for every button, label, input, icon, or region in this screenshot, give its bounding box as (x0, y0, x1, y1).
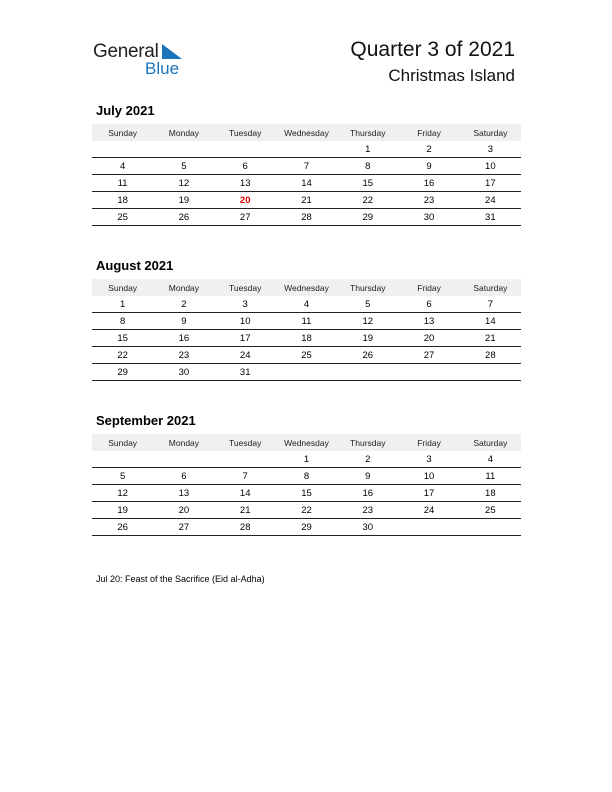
day-cell: 3 (215, 296, 276, 313)
day-cell: 6 (153, 468, 214, 485)
day-cell: 23 (337, 502, 398, 519)
day-cell: 14 (276, 175, 337, 192)
empty-day-cell (398, 364, 459, 381)
day-cell: 29 (92, 364, 153, 381)
day-cell: 19 (153, 192, 214, 209)
weekday-header: Friday (398, 124, 459, 141)
day-cell: 6 (215, 158, 276, 175)
day-cell: 10 (398, 468, 459, 485)
day-cell: 18 (276, 330, 337, 347)
day-cell: 20 (153, 502, 214, 519)
day-cell: 23 (153, 347, 214, 364)
weekday-header: Saturday (460, 124, 521, 141)
day-cell: 30 (398, 209, 459, 226)
day-cell: 19 (337, 330, 398, 347)
day-cell: 29 (337, 209, 398, 226)
page-subtitle: Christmas Island (388, 66, 515, 85)
day-cell: 2 (398, 141, 459, 158)
day-cell: 14 (460, 313, 521, 330)
day-cell: 24 (398, 502, 459, 519)
day-cell: 4 (460, 451, 521, 468)
day-cell: 5 (337, 296, 398, 313)
logo (93, 40, 193, 80)
weekday-header: Sunday (92, 124, 153, 141)
day-cell: 27 (398, 347, 459, 364)
day-cell: 16 (337, 485, 398, 502)
empty-day-cell (276, 141, 337, 158)
day-cell: 20 (215, 192, 276, 209)
month-block-july (92, 102, 521, 226)
day-cell: 29 (276, 519, 337, 536)
day-cell: 18 (460, 485, 521, 502)
week-row (92, 451, 521, 468)
calendar-table (92, 124, 521, 226)
day-cell: 22 (276, 502, 337, 519)
day-cell: 17 (398, 485, 459, 502)
day-cell: 13 (215, 175, 276, 192)
day-cell: 7 (276, 158, 337, 175)
day-cell: 26 (92, 519, 153, 536)
day-cell: 31 (460, 209, 521, 226)
week-row (92, 347, 521, 364)
week-row (92, 330, 521, 347)
empty-day-cell (337, 364, 398, 381)
day-cell: 21 (460, 330, 521, 347)
week-row (92, 175, 521, 192)
weekday-header: Friday (398, 279, 459, 296)
day-cell: 18 (92, 192, 153, 209)
day-cell: 15 (92, 330, 153, 347)
day-cell: 6 (398, 296, 459, 313)
weekday-header-row (92, 279, 521, 296)
empty-day-cell (153, 451, 214, 468)
day-cell: 21 (276, 192, 337, 209)
page-title: Quarter 3 of 2021 (350, 38, 515, 61)
day-cell: 11 (92, 175, 153, 192)
day-cell: 30 (153, 364, 214, 381)
day-cell: 7 (460, 296, 521, 313)
day-cell: 21 (215, 502, 276, 519)
week-row (92, 468, 521, 485)
day-cell: 12 (153, 175, 214, 192)
weekday-header: Sunday (92, 279, 153, 296)
empty-day-cell (276, 364, 337, 381)
day-cell: 22 (337, 192, 398, 209)
day-cell: 27 (153, 519, 214, 536)
day-cell: 14 (215, 485, 276, 502)
day-cell: 24 (460, 192, 521, 209)
day-cell: 26 (337, 347, 398, 364)
day-cell: 11 (460, 468, 521, 485)
day-cell: 5 (92, 468, 153, 485)
day-cell: 1 (337, 141, 398, 158)
calendar-table (92, 434, 521, 536)
day-cell: 1 (276, 451, 337, 468)
weekday-header: Wednesday (276, 279, 337, 296)
day-cell: 2 (153, 296, 214, 313)
month-title: August 2021 (96, 258, 174, 273)
week-row (92, 141, 521, 158)
day-cell: 12 (337, 313, 398, 330)
holiday-note: Jul 20: Feast of the Sacrifice (Eid al-Adha) (96, 574, 265, 584)
day-cell: 16 (398, 175, 459, 192)
day-cell: 4 (276, 296, 337, 313)
day-cell: 23 (398, 192, 459, 209)
weekday-header: Thursday (337, 279, 398, 296)
logo-text-blue: Blue (145, 59, 180, 78)
empty-day-cell (460, 519, 521, 536)
empty-day-cell (92, 141, 153, 158)
day-cell: 22 (92, 347, 153, 364)
month-title: September 2021 (96, 413, 196, 428)
day-cell: 9 (398, 158, 459, 175)
day-cell: 19 (92, 502, 153, 519)
day-cell: 17 (460, 175, 521, 192)
empty-day-cell (153, 141, 214, 158)
empty-day-cell (215, 451, 276, 468)
weekday-header: Tuesday (215, 124, 276, 141)
day-cell: 15 (276, 485, 337, 502)
day-cell: 28 (215, 519, 276, 536)
calendar-table (92, 279, 521, 381)
week-row (92, 209, 521, 226)
weekday-header: Tuesday (215, 434, 276, 451)
day-cell: 28 (276, 209, 337, 226)
day-cell: 27 (215, 209, 276, 226)
day-cell: 25 (92, 209, 153, 226)
month-block-september (92, 412, 521, 536)
day-cell: 25 (276, 347, 337, 364)
week-row (92, 296, 521, 313)
month-title: July 2021 (96, 103, 155, 118)
week-row (92, 519, 521, 536)
weekday-header: Saturday (460, 434, 521, 451)
day-cell: 26 (153, 209, 214, 226)
day-cell: 10 (460, 158, 521, 175)
week-row (92, 158, 521, 175)
weekday-header: Monday (153, 434, 214, 451)
weekday-header: Friday (398, 434, 459, 451)
day-cell: 9 (153, 313, 214, 330)
day-cell: 17 (215, 330, 276, 347)
day-cell: 7 (215, 468, 276, 485)
weekday-header: Thursday (337, 124, 398, 141)
day-cell: 11 (276, 313, 337, 330)
weekday-header: Monday (153, 279, 214, 296)
weekday-header: Saturday (460, 279, 521, 296)
weekday-header: Tuesday (215, 279, 276, 296)
day-cell: 8 (92, 313, 153, 330)
weekday-header: Sunday (92, 434, 153, 451)
week-row (92, 313, 521, 330)
day-cell: 12 (92, 485, 153, 502)
day-cell: 10 (215, 313, 276, 330)
empty-day-cell (398, 519, 459, 536)
month-block-august (92, 257, 521, 381)
day-cell: 16 (153, 330, 214, 347)
weekday-header: Thursday (337, 434, 398, 451)
empty-day-cell (215, 141, 276, 158)
day-cell: 24 (215, 347, 276, 364)
day-cell: 4 (92, 158, 153, 175)
logo-text-general: General (93, 41, 159, 62)
day-cell: 1 (92, 296, 153, 313)
week-row (92, 192, 521, 209)
day-cell: 20 (398, 330, 459, 347)
logo-flag-icon (162, 44, 182, 59)
day-cell: 3 (460, 141, 521, 158)
day-cell: 8 (337, 158, 398, 175)
day-cell: 5 (153, 158, 214, 175)
week-row (92, 364, 521, 381)
weekday-header: Wednesday (276, 434, 337, 451)
day-cell: 25 (460, 502, 521, 519)
week-row (92, 502, 521, 519)
day-cell: 8 (276, 468, 337, 485)
day-cell: 31 (215, 364, 276, 381)
weekday-header-row (92, 124, 521, 141)
week-row (92, 485, 521, 502)
day-cell: 2 (337, 451, 398, 468)
day-cell: 13 (398, 313, 459, 330)
day-cell: 13 (153, 485, 214, 502)
empty-day-cell (92, 451, 153, 468)
weekday-header-row (92, 434, 521, 451)
day-cell: 3 (398, 451, 459, 468)
weekday-header: Monday (153, 124, 214, 141)
day-cell: 15 (337, 175, 398, 192)
weekday-header: Wednesday (276, 124, 337, 141)
day-cell: 9 (337, 468, 398, 485)
empty-day-cell (460, 364, 521, 381)
day-cell: 28 (460, 347, 521, 364)
day-cell: 30 (337, 519, 398, 536)
